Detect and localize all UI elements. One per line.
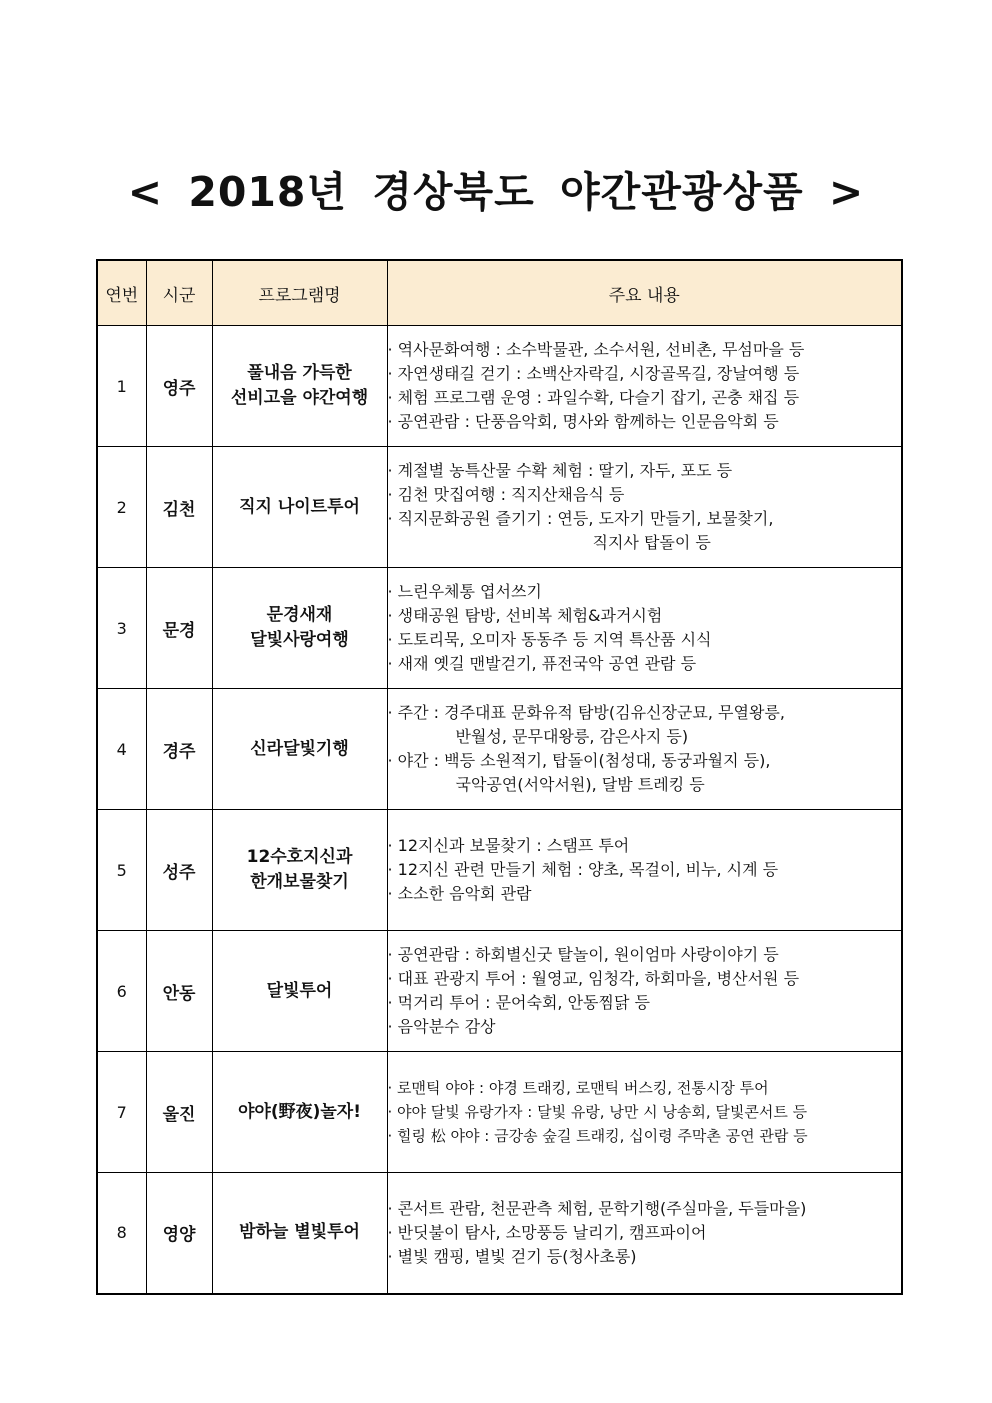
table-header-row: [97, 260, 902, 326]
table-row: [97, 689, 902, 810]
row-number: 7: [97, 1052, 146, 1173]
page-title: < 2018년 경상북도 야간관광상품 >: [127, 168, 865, 216]
content-line: · 콘서트 관람, 천문관측 체험, 문학기행(주실마을, 두들마을): [387, 1198, 807, 1218]
row-city: 문경: [146, 568, 212, 689]
table-row: [97, 1173, 902, 1294]
header-no: 연번: [97, 260, 146, 326]
content-line: · 도토리묵, 오미자 동동주 등 지역 특산품 시식: [387, 630, 712, 649]
row-program: [212, 447, 387, 568]
program-line: 직지 나이트투어: [239, 496, 360, 517]
content-line: · 직지문화공원 즐기기 : 연등, 도자기 만들기, 보물찾기,: [387, 509, 774, 528]
content-line: · 체험 프로그램 운영 : 과일수확, 다슬기 잡기, 곤충 채집 등: [387, 388, 800, 407]
row-number: 2: [97, 447, 146, 568]
header-program: 프로그램명: [212, 260, 387, 326]
table-row: [97, 326, 902, 447]
content-line: 국악공연(서악서원), 달밤 트레킹 등: [455, 775, 705, 794]
program-line: 달빛투어: [266, 980, 333, 1001]
program-line: 선비고을 야간여행: [230, 388, 369, 408]
row-number: 8: [97, 1173, 146, 1294]
row-content: [387, 689, 902, 810]
content-line: · 느린우체통 엽서쓰기: [387, 582, 542, 601]
row-city: 영양: [146, 1173, 212, 1294]
content-line: · 역사문화여행 : 소수박물관, 소수서원, 선비촌, 무섬마을 등: [387, 340, 805, 359]
row-number: 3: [97, 568, 146, 689]
program-line: 한개보물찾기: [250, 872, 349, 892]
content-line: 직지사 탑돌이 등: [592, 533, 711, 552]
content-line: · 김천 맛집여행 : 직지산채음식 등: [387, 485, 625, 504]
table-row: [97, 1052, 902, 1173]
table-row: [97, 447, 902, 568]
row-city: 성주: [146, 810, 212, 931]
program-line: 12수호지신과: [246, 847, 353, 867]
content-line: · 공연관람 : 하회별신굿 탈놀이, 원이엄마 사랑이야기 등: [387, 945, 779, 964]
row-content: [387, 931, 902, 1052]
row-program: [212, 1173, 387, 1294]
table-row: [97, 931, 902, 1052]
table-row: [97, 810, 902, 931]
content-line: · 생태공원 탐방, 선비복 체험&과거시험: [387, 606, 663, 625]
row-content: [387, 447, 902, 568]
row-city: 안동: [146, 931, 212, 1052]
row-program: [212, 810, 387, 931]
content-line: · 주간 : 경주대표 문화유적 탐방(김유신장군묘, 무열왕릉,: [387, 703, 785, 722]
content-line: · 야야 달빛 유랑가자 : 달빛 유랑, 낭만 시 낭송회, 달빛콘서트 등: [387, 1103, 808, 1121]
content-line: · 먹거리 투어 : 문어숙회, 안동찜닭 등: [387, 993, 650, 1012]
row-number: 1: [97, 326, 146, 447]
row-program: [212, 1052, 387, 1173]
table-row: [97, 568, 902, 689]
content-line: · 음악분수 감상: [387, 1017, 496, 1036]
row-content: [387, 326, 902, 447]
content-line: · 대표 관광지 투어 : 월영교, 임청각, 하회마을, 병산서원 등: [387, 969, 800, 988]
row-city: 울진: [146, 1052, 212, 1173]
content-line: · 새재 옛길 맨발걷기, 퓨전국악 공연 관람 등: [387, 654, 697, 673]
program-line: 신라달빛기행: [250, 738, 349, 759]
row-number: 4: [97, 689, 146, 810]
row-program: [212, 326, 387, 447]
content-line: · 힐링 松 야야 : 금강송 숲길 트래킹, 십이령 주막촌 공연 관람 등: [387, 1127, 808, 1145]
row-content: [387, 1173, 902, 1294]
row-program: [212, 689, 387, 810]
program-line: 달빛사랑여행: [250, 630, 349, 650]
content-line: · 야간 : 백등 소원적기, 탑돌이(첨성대, 동궁과월지 등),: [387, 751, 771, 770]
program-line: 밤하늘 별빛투어: [239, 1222, 360, 1243]
row-number: 6: [97, 931, 146, 1052]
row-city: 영주: [146, 326, 212, 447]
header-content: 주요 내용: [387, 260, 902, 326]
row-program: [212, 931, 387, 1052]
content-line: · 반딧불이 탐사, 소망풍등 날리기, 캠프파이어: [387, 1222, 707, 1242]
header-city: 시군: [146, 260, 212, 326]
program-line: 풀내음 가득한: [247, 363, 352, 383]
program-line: 문경새재: [266, 605, 333, 625]
content-line: · 자연생태길 걷기 : 소백산자락길, 시장골목길, 장날여행 등: [387, 364, 800, 383]
row-content: [387, 1052, 902, 1173]
row-number: 5: [97, 810, 146, 931]
program-line: 야야(野夜)놀자!: [238, 1101, 361, 1122]
content-line: · 계절별 농특산물 수확 체험 : 딸기, 자두, 포도 등: [387, 461, 733, 480]
row-program: [212, 568, 387, 689]
content-line: · 로맨틱 야야 : 야경 트래킹, 로맨틱 버스킹, 전통시장 투어: [387, 1079, 769, 1097]
row-content: [387, 568, 902, 689]
row-content: [387, 810, 902, 931]
content-line: · 12지신 관련 만들기 체험 : 양초, 목걸이, 비누, 시계 등: [387, 860, 779, 879]
row-city: 경주: [146, 689, 212, 810]
tourism-table: [96, 259, 903, 1295]
content-line: 반월성, 문무대왕릉, 감은사지 등): [455, 727, 689, 746]
content-line: · 별빛 캠핑, 별빛 걷기 등(청사초롱): [387, 1246, 637, 1266]
content-line: · 공연관람 : 단풍음악회, 명사와 함께하는 인문음악회 등: [387, 412, 779, 431]
row-city: 김천: [146, 447, 212, 568]
content-line: · 12지신과 보물찾기 : 스탬프 투어: [387, 836, 630, 855]
content-line: · 소소한 음악회 관람: [387, 884, 532, 903]
